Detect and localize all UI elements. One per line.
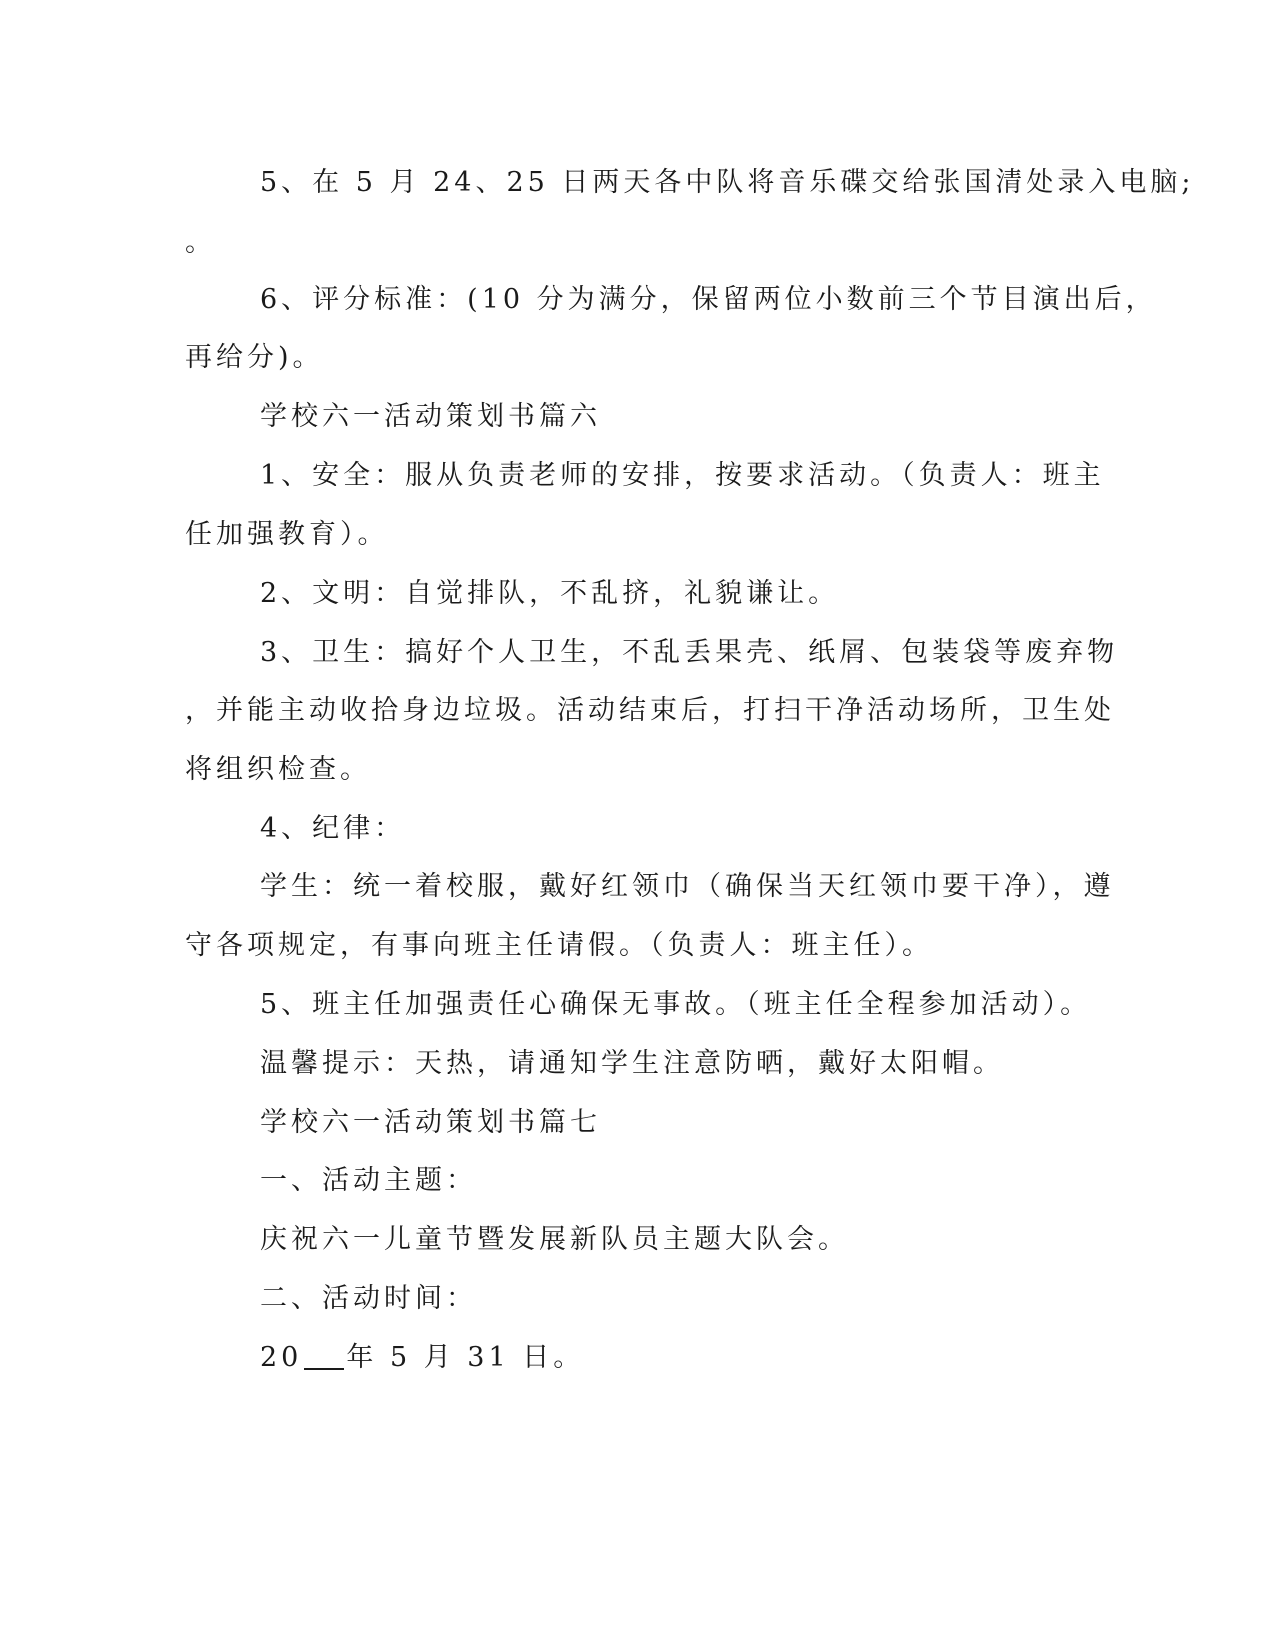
paragraph-line: 再给分)。 — [185, 342, 324, 373]
paragraph-line: 一、活动主题： — [260, 1165, 477, 1196]
paragraph-line: 。 — [185, 227, 216, 258]
paragraph-line: 守各项规定，有事向班主任请假。（负责人：班主任）。 — [185, 930, 933, 961]
blank-underline — [304, 1342, 344, 1370]
date-line — [0, 1341, 1275, 1375]
paragraph-line: 温馨提示：天热，请通知学生注意防晒，戴好太阳帽。 — [260, 1048, 1004, 1079]
paragraph-line: ，并能主动收拾身边垃圾。活动结束后，打扫干净活动场所，卫生处 — [185, 695, 1115, 726]
paragraph-line: 4、纪律： — [260, 813, 406, 844]
paragraph-line: 6、评分标准：(10 分为满分，保留两位小数前三个节目演出后， — [260, 284, 1157, 315]
paragraph-line: 5、班主任加强责任心确保无事故。（班主任全程参加活动）。 — [260, 989, 1092, 1020]
paragraph-line: 任加强教育）。 — [185, 519, 389, 550]
date-prefix: 20 — [260, 1342, 303, 1373]
paragraph-line: 学生：统一着校服，戴好红领巾（确保当天红领巾要干净），遵 — [260, 871, 1115, 902]
paragraph-line: 2、文明：自觉排队，不乱挤，礼貌谦让。 — [260, 578, 840, 609]
paragraph-line: 庆祝六一儿童节暨发展新队员主题大队会。 — [260, 1224, 849, 1255]
section-heading: 学校六一活动策划书篇七 — [260, 1107, 601, 1138]
paragraph-line: 5、在 5 月 24、25 日两天各中队将音乐碟交给张国清处录入电脑; — [260, 167, 1195, 198]
paragraph-line: 3、卫生：搞好个人卫生，不乱丢果壳、纸屑、包装袋等废弃物 — [260, 637, 1119, 668]
section-heading: 学校六一活动策划书篇六 — [260, 401, 601, 432]
paragraph-line: 将组织检查。 — [185, 754, 371, 785]
paragraph-line: 二、活动时间： — [260, 1283, 477, 1314]
paragraph-line: 1、安全：服从负责老师的安排，按要求活动。（负责人：班主 — [260, 460, 1105, 491]
date-suffix: 年 5 月 31 日。 — [346, 1342, 585, 1373]
